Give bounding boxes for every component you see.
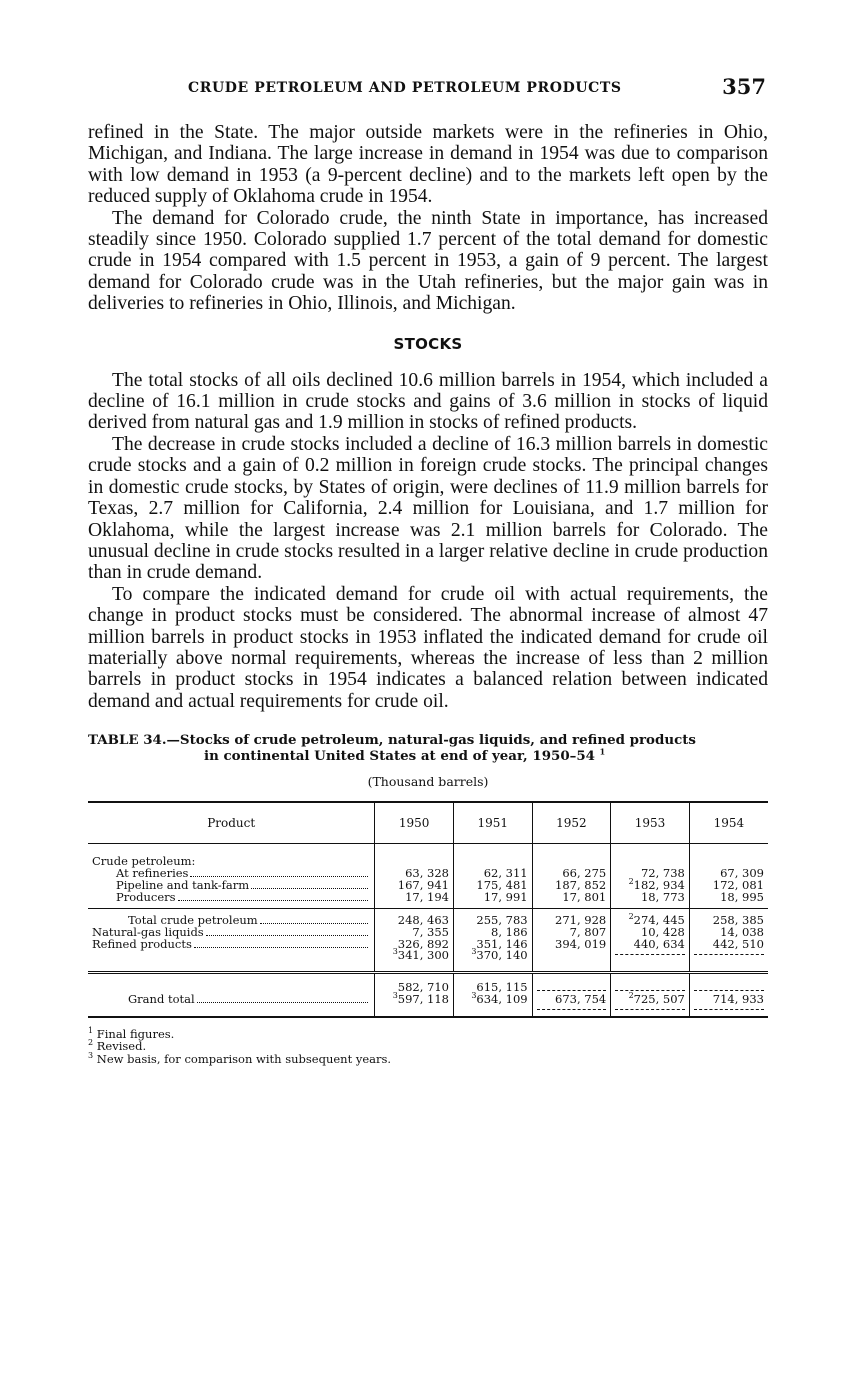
table-title-line1: TABLE 34.—Stocks of crude petroleum, natural-gas liquids, and refined products [88,732,696,749]
paragraph: To compare the indicated demand for crude oil with actual requirements, the change in product stocks must be considered. The abnormal increase of almost 47 million barrels in product stocks in 1953 inflated the indicated demand for crude oil materially above normal requirements, whereas the increase of less than 2 million barrels in product stocks in 1954 indicates a balanced relation between indicated demand and actual requirements for crude oil. [88,583,768,712]
table-cell: 582, 710 [397,980,449,995]
table-cell: 725, 507 [633,992,685,1007]
table-cell: 370, 140 [476,948,528,963]
table-cell: 8, 186 [491,924,528,939]
table-cell: 18, 773 [640,889,685,904]
table-header-row [88,802,768,844]
table-cell: 66, 275 [562,865,607,880]
row-label: Refined products [92,938,192,951]
table-cell: 440, 634 [633,936,685,951]
paragraph: The total stocks of all oils declined 10.6 million barrels in 1954, which included a decline of 16.1 million in crude stocks and gains of 3.6 million in stocks of liquid derived from natural gas and 1.9 million in stocks of refined products. [88,369,768,434]
column-header: 1952 [532,802,611,844]
table-title [88,732,768,764]
column-header: 1953 [611,802,690,844]
row-label: Producers [116,891,176,904]
section-heading: STOCKS [393,334,463,353]
footnote-mark: 3 [471,947,477,957]
running-head [88,70,768,110]
footnote-mark: 3 [471,991,477,1001]
table-row [88,908,768,972]
table-row [88,973,768,1017]
footnote-mark: 1 [599,746,606,757]
table-cell: 67, 309 [720,865,764,880]
table-cell: 326, 892 [397,936,449,951]
table-cell: 615, 115 [476,980,528,995]
footnote-mark: 2 [628,991,634,1001]
footnote-mark: 3 [392,947,398,957]
table-cell: 248, 463 [397,912,449,927]
paragraph: The demand for Colorado crude, the ninth State in importance, has increased steadily since 1950. Colorado supplied 1.7 percent of the total demand for domestic crude in 1954 compared with 1.5 percent in 1953, a gain of 9 percent. The largest demand for Colorado crude was in the Utah refineries, but the major gain was in deliveries to refineries in Ohio, Illinois, and Michigan. [88,207,768,315]
table-cell: 341, 300 [397,948,449,963]
table-cell: 17, 801 [562,889,607,904]
column-header: Product [88,802,375,844]
column-header: 1954 [689,802,768,844]
table-cell: 172, 081 [712,877,764,892]
row-label: Pipeline and tank-farm [116,879,250,892]
table-cell: 271, 928 [555,912,607,927]
table-cell: 7, 807 [569,924,607,939]
table-row [88,844,768,909]
table-cell: 714, 933 [694,990,764,1010]
table-cell: 442, 510 [712,936,764,951]
table-cell: 673, 754 [537,990,607,1010]
table-cell: 14, 038 [720,924,764,939]
page-number: 357 [722,74,766,99]
paragraph: refined in the State. The major outside markets were in the refineries in Ohio, Michigan, and Indiana. The large increase in demand in 1954 was due to comparison with low demand in 1953 (a 9-percent decline) and to the markets left open by the reduced supply of Oklahoma crude in 1954. [88,122,768,208]
table-cell: 17, 991 [483,889,528,904]
table-title-line2: in continental United States at end of year, 1950–54 [204,748,595,765]
footnote: $^1$ Final figures. [88,1026,175,1041]
table-cell: 63, 328 [405,865,449,880]
table-cell: 7, 355 [412,924,449,939]
row-label: At refineries [116,867,189,880]
table-cell: 72, 738 [640,865,685,880]
table-cell: 62, 311 [483,865,528,880]
footnote: $^3$ New basis, for comparison with subsequent years. [88,1051,392,1066]
table-cell: 394, 019 [555,936,607,951]
row-label: Grand total [128,993,195,1006]
table-cell: 182, 934 [633,877,685,892]
footnote-mark: 3 [392,991,398,1001]
table-cell: 17, 194 [405,889,449,904]
stocks-table [88,801,768,1018]
row-label: Crude petroleum: [92,854,196,869]
document-page [88,70,768,1065]
table-cell: 167, 941 [397,877,449,892]
table-cell: 187, 852 [555,877,607,892]
row-label: Natural-gas liquids [92,926,204,939]
table-cell: 351, 146 [476,936,528,951]
table-cell: 274, 445 [633,912,685,927]
table-cell: 255, 783 [476,912,528,927]
footnote: $^2$ Revised. [88,1038,147,1054]
column-header: 1950 [375,802,454,844]
footnote-mark: 2 [628,876,634,886]
column-header: 1951 [454,802,533,844]
table-cell: 258, 385 [712,912,764,927]
footnotes [88,1028,768,1066]
footnote-mark: 2 [628,912,634,922]
table-cell: 18, 995 [720,889,764,904]
running-title: CRUDE PETROLEUM AND PETROLEUM PRODUCTS [188,80,622,96]
table-cell: 597, 118 [397,991,449,1006]
table-cell: 10, 428 [640,924,685,939]
table-cell: 634, 109 [476,991,528,1006]
row-label: Total crude petroleum [128,914,258,927]
table-cell: 175, 481 [476,877,528,892]
table-unit: (Thousand barrels) [367,774,489,790]
paragraph: The decrease in crude stocks included a decline of 16.3 million barrels in domestic crude stocks and a gain of 0.2 million in foreign crude stocks. The principal changes in domestic crude stocks, by States of origin, were declines of 11.9 million barrels for Texas, 2.7 million for California, 2.4 million for Louisiana, and 1.7 million for Oklahoma, while the largest increase was 2.1 million barrels for Colorado. The unusual decline in crude stocks resulted in a larger relative decline in crude production than in crude demand. [88,433,768,584]
